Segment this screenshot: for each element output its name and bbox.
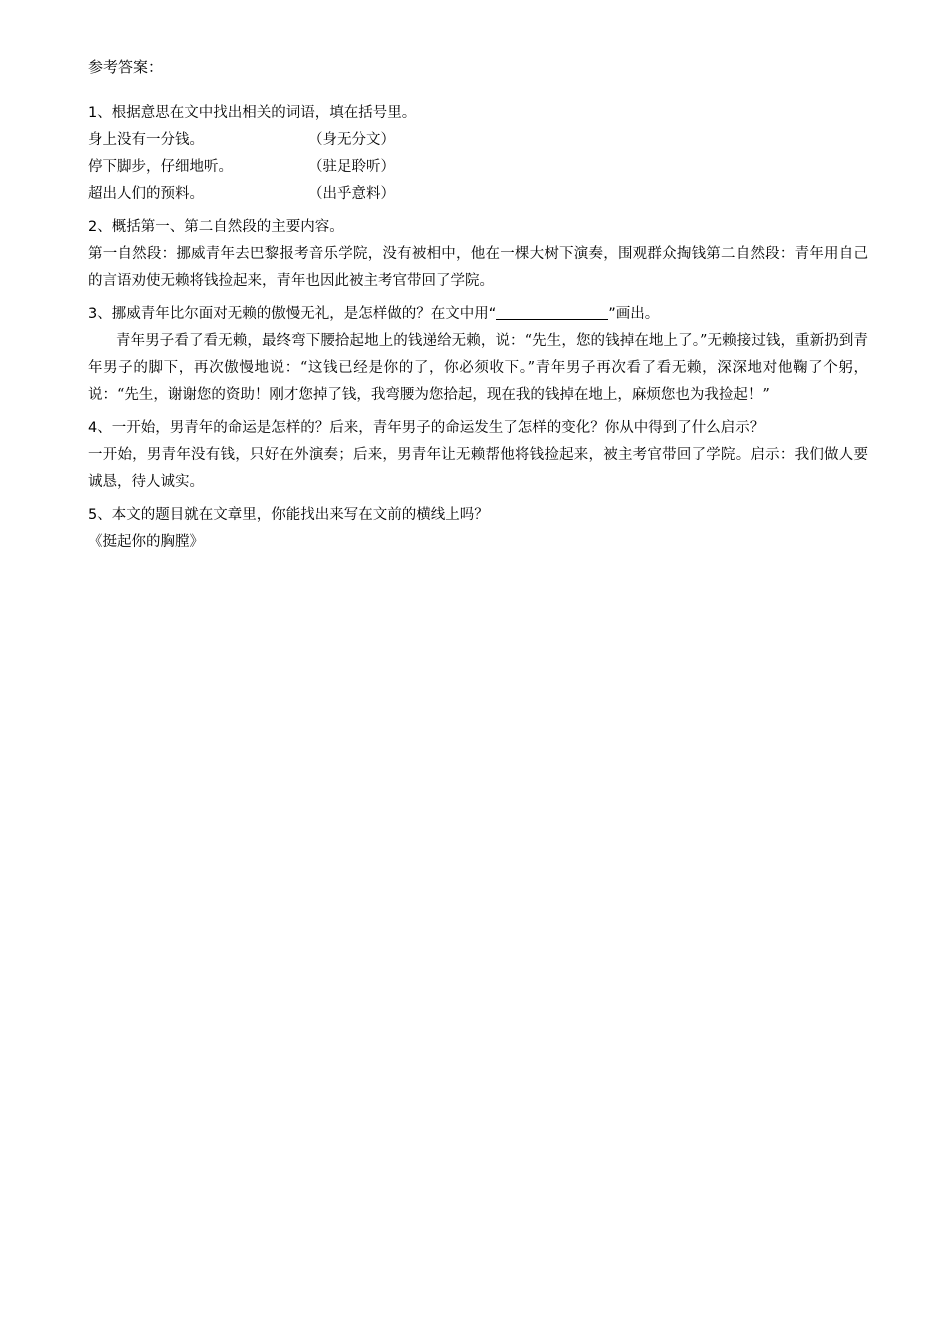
question-5-block [88,502,868,556]
question-2-answer: 第一自然段：挪威青年去巴黎报考音乐学院，没有被相中，他在一棵大树下演奏，围观群众掏钱第二自然段：青年用自己的言语劝使无赖将钱捡起来，青年也因此被主考官带回了学院。 [88,246,868,289]
question-4-prompt: 4、一开始，男青年的命运是怎样的？后来，青年男子的命运发生了怎样的变化？你从中得到了什么启示？ [88,420,765,436]
question-2-prompt: 2、概括第一、第二自然段的主要内容。 [88,219,344,235]
vocab-answer: （身无分文） [308,132,395,148]
question-3-prompt-after: ”画出。 [608,306,660,322]
vocab-answer: （驻足聆听） [308,159,395,175]
vocab-row [88,127,868,154]
question-1-block [88,100,868,208]
question-5-prompt: 5、本文的题目就在文章里，你能找出来写在文前的横线上吗？ [88,507,489,523]
question-1-prompt: 1、根据意思在文中找出相关的词语，填在括号里。 [88,105,417,121]
vocab-meaning: 身上没有一分钱。 [88,132,204,148]
question-3-block [88,301,868,409]
vocab-meaning: 超出人们的预料。 [88,186,204,202]
vocab-meaning: 停下脚步，仔细地听。 [88,159,233,175]
question-2-block [88,214,868,295]
fill-in-blank-line [496,319,608,320]
vocab-row [88,181,868,208]
vocab-answer: （出乎意料） [308,186,395,202]
vocab-row [88,154,868,181]
question-3-answer: 青年男子看了看无赖，最终弯下腰拾起地上的钱递给无赖，说：“先生，您的钱掉在地上了。”无赖接过钱，重新扔到青年男子的脚下，再次傲慢地说：“这钱已经是你的了，你必须收下。”青年男子再次看了看无赖，深深地对他鞠了个躬，说：“先生，谢谢您的资助！刚才您掉了钱，我弯腰为您拾起，现在我的钱掉在地上，麻烦您也为我捡起！” [88,333,868,403]
question-3-prompt-before: 3、挪威青年比尔面对无赖的傲慢无礼，是怎样做的？在文中用“ [88,306,497,322]
question-4-block [88,415,868,496]
question-3-prompt [88,301,868,328]
question-5-answer: 《挺起你的胸膛》 [88,534,204,550]
question-4-answer: 一开始，男青年没有钱，只好在外演奏；后来，男青年让无赖帮他将钱捡起来，被主考官带回了学院。启示：我们做人要诚恳，待人诚实。 [88,447,868,490]
answer-key-heading: 参考答案： [88,58,164,76]
document-body [88,56,868,558]
